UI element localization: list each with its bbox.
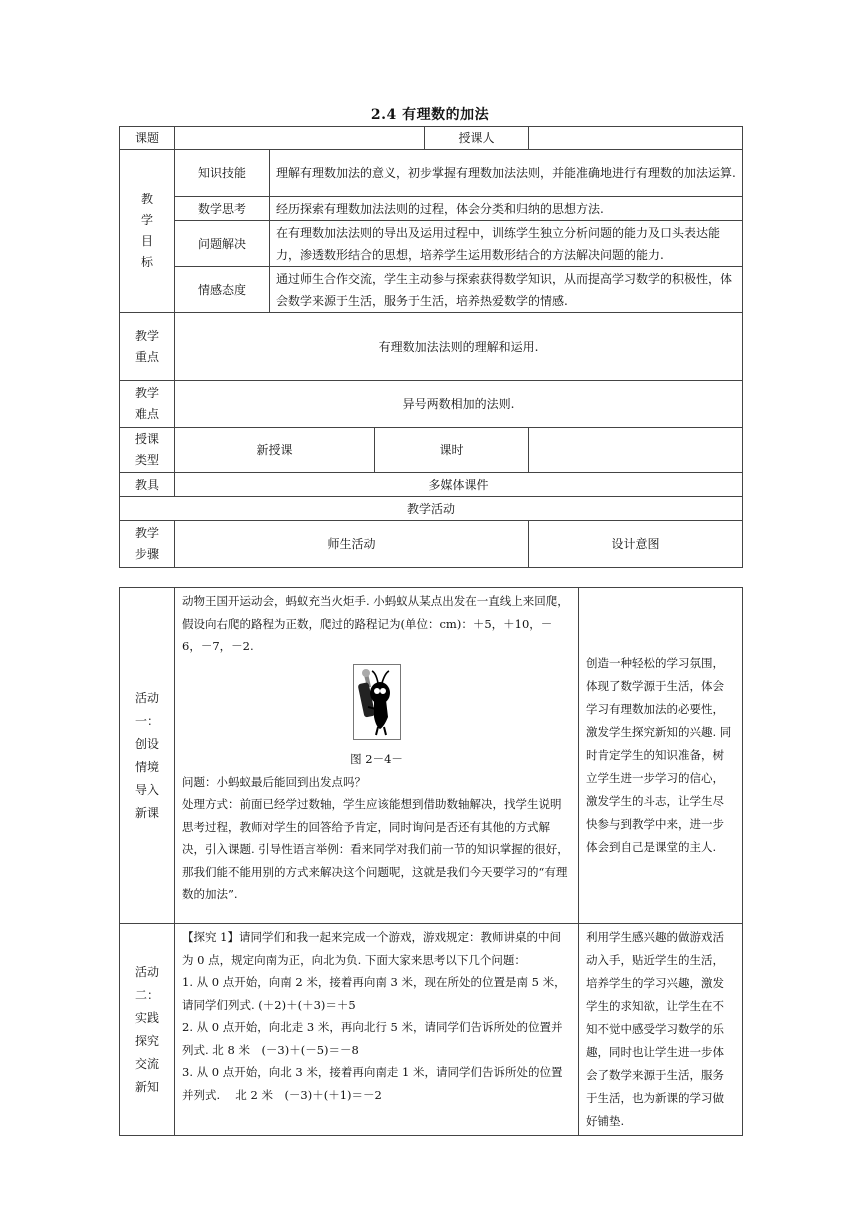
activity1-content	[175, 588, 579, 924]
objective-attitude-label: 情感态度	[175, 267, 270, 313]
ant-torch-figure	[353, 664, 401, 740]
objective-attitude-text: 通过师生合作交流，学生主动参与探索获得数学知识，从而提高学习数学的积极性，体会数学来源于生活，服务于生活，培养热爱数学的情感.	[270, 267, 743, 313]
objective-problem-text: 在有理数加法法则的导出及运用过程中，训练学生独立分析问题的能力及口头表达能力，渗透数形结合的思想，培养学生运用数形结合的方法解决问题的能力.	[270, 221, 743, 267]
key-point-text: 有理数加法法则的理解和运用.	[175, 313, 743, 381]
objective-knowledge-text: 理解有理数加法的意义，初步掌握有理数加法法则，并能准确地进行有理数的加法运算.	[270, 150, 743, 197]
page-title: 2.4 有理数的加法	[370, 107, 490, 123]
lesson-label: 课题	[120, 127, 175, 150]
lesson-type-label: 授课 类型	[120, 428, 175, 473]
objective-thinking-text: 经历探索有理数加法法则的过程，体会分类和归纳的思想方法.	[270, 197, 743, 221]
design-intent-header: 设计意图	[529, 521, 743, 568]
lesson-value	[175, 127, 425, 150]
key-point-label: 教学 重点	[120, 313, 175, 381]
ant-icon	[354, 665, 400, 739]
objective-knowledge-label: 知识技能	[175, 150, 270, 197]
activities-table	[119, 587, 743, 1136]
activity2-item-2: 2. 从 0 点开始，向北走 3 米，再向北行 5 米，请同学们告诉所处的位置并列式. 北 8 米 (－3)＋(－5)＝－8	[182, 1020, 563, 1057]
teacher-student-activity-header: 师生活动	[175, 521, 529, 568]
period-value	[529, 428, 743, 473]
activity1-label: 活动 一： 创设 情境 导入 新课	[120, 588, 175, 924]
lesson-type-value: 新授课	[175, 428, 375, 473]
difficulty-label: 教学 难点	[120, 381, 175, 428]
figure-caption: 图 2－4－	[350, 752, 403, 766]
activity2-item-3: 3. 从 0 点开始，向北 3 米，接着再向南走 1 米，请同学们告诉所处的位置并列式. 北 2 米 (－3)＋(＋1)＝－2	[182, 1065, 563, 1102]
teacher-value	[529, 127, 743, 150]
steps-label: 教学 步骤	[120, 521, 175, 568]
objective-thinking-label: 数学思考	[175, 197, 270, 221]
lesson-plan-table	[119, 126, 743, 568]
activity2-content	[175, 924, 579, 1136]
activity1-intro: 动物王国开运动会，蚂蚁充当火炬手. 小蚂蚁从某点出发在一直线上来回爬，假设向右爬的路程为正数，爬过的路程记为(单位：cm)：＋5，＋10，－6，－7，－2.	[182, 594, 569, 653]
activities-header: 教学活动	[120, 497, 743, 521]
tools-label: 教具	[120, 473, 175, 497]
teacher-label: 授课人	[425, 127, 529, 150]
tools-value: 多媒体课件	[175, 473, 743, 497]
activity2-item-1: 1. 从 0 点开始，向南 2 米，接着再向南 3 米，现在所处的位置是南 5 米，请同学们列式. (＋2)＋(＋3)＝＋5	[182, 975, 566, 1012]
difficulty-text: 异号两数相加的法则.	[175, 381, 743, 428]
activity2-intent: 利用学生感兴趣的做游戏活动入手，贴近学生的生活，培养学生的学习兴趣，激发学生的求知欲，让学生在不知不觉中感受学习数学的乐趣，同时也让学生进一步体会了数学来源于生活，服务于生活，也为新课的学习做好铺垫.	[579, 924, 743, 1136]
activity2-intro: 【探究 1】请同学们和我一起来完成一个游戏，游戏规定：教师讲桌的中间为 0 点，规定向南为正，向北为负. 下面大家来思考以下几个问题：	[182, 930, 561, 967]
activity1-method: 处理方式：前面已经学过数轴，学生应该能想到借助数轴解决，找学生说明思考过程，教师对学生的回答给予肯定，同时询问是否还有其他的方式解决，引入课题. 引导性语言举例：看来同学对我们前一节的知识掌握的很好，那我们能不能用别的方式来解决这个问题呢，这就是我们今天要学习的“有理数的加法”.	[182, 797, 569, 901]
objectives-label: 教 学 目 标	[120, 150, 175, 313]
activity1-intent: 创造一种轻松的学习氛围，体现了数学源于生活，体会学习有理数加法的必要性，激发学生探究新知的兴趣. 同时肯定学生的知识准备，树立学生进一步学习的信心，激发学生的斗志，让学生尽快参与到教学中来，进一步体会到自己是课堂的主人.	[579, 588, 743, 924]
objective-problem-label: 问题解决	[175, 221, 270, 267]
activity2-label: 活动 二： 实践 探究 交流 新知	[120, 924, 175, 1136]
activity1-question: 问题：小蚂蚁最后能回到出发点吗？	[182, 774, 366, 789]
period-label: 课时	[375, 428, 529, 473]
